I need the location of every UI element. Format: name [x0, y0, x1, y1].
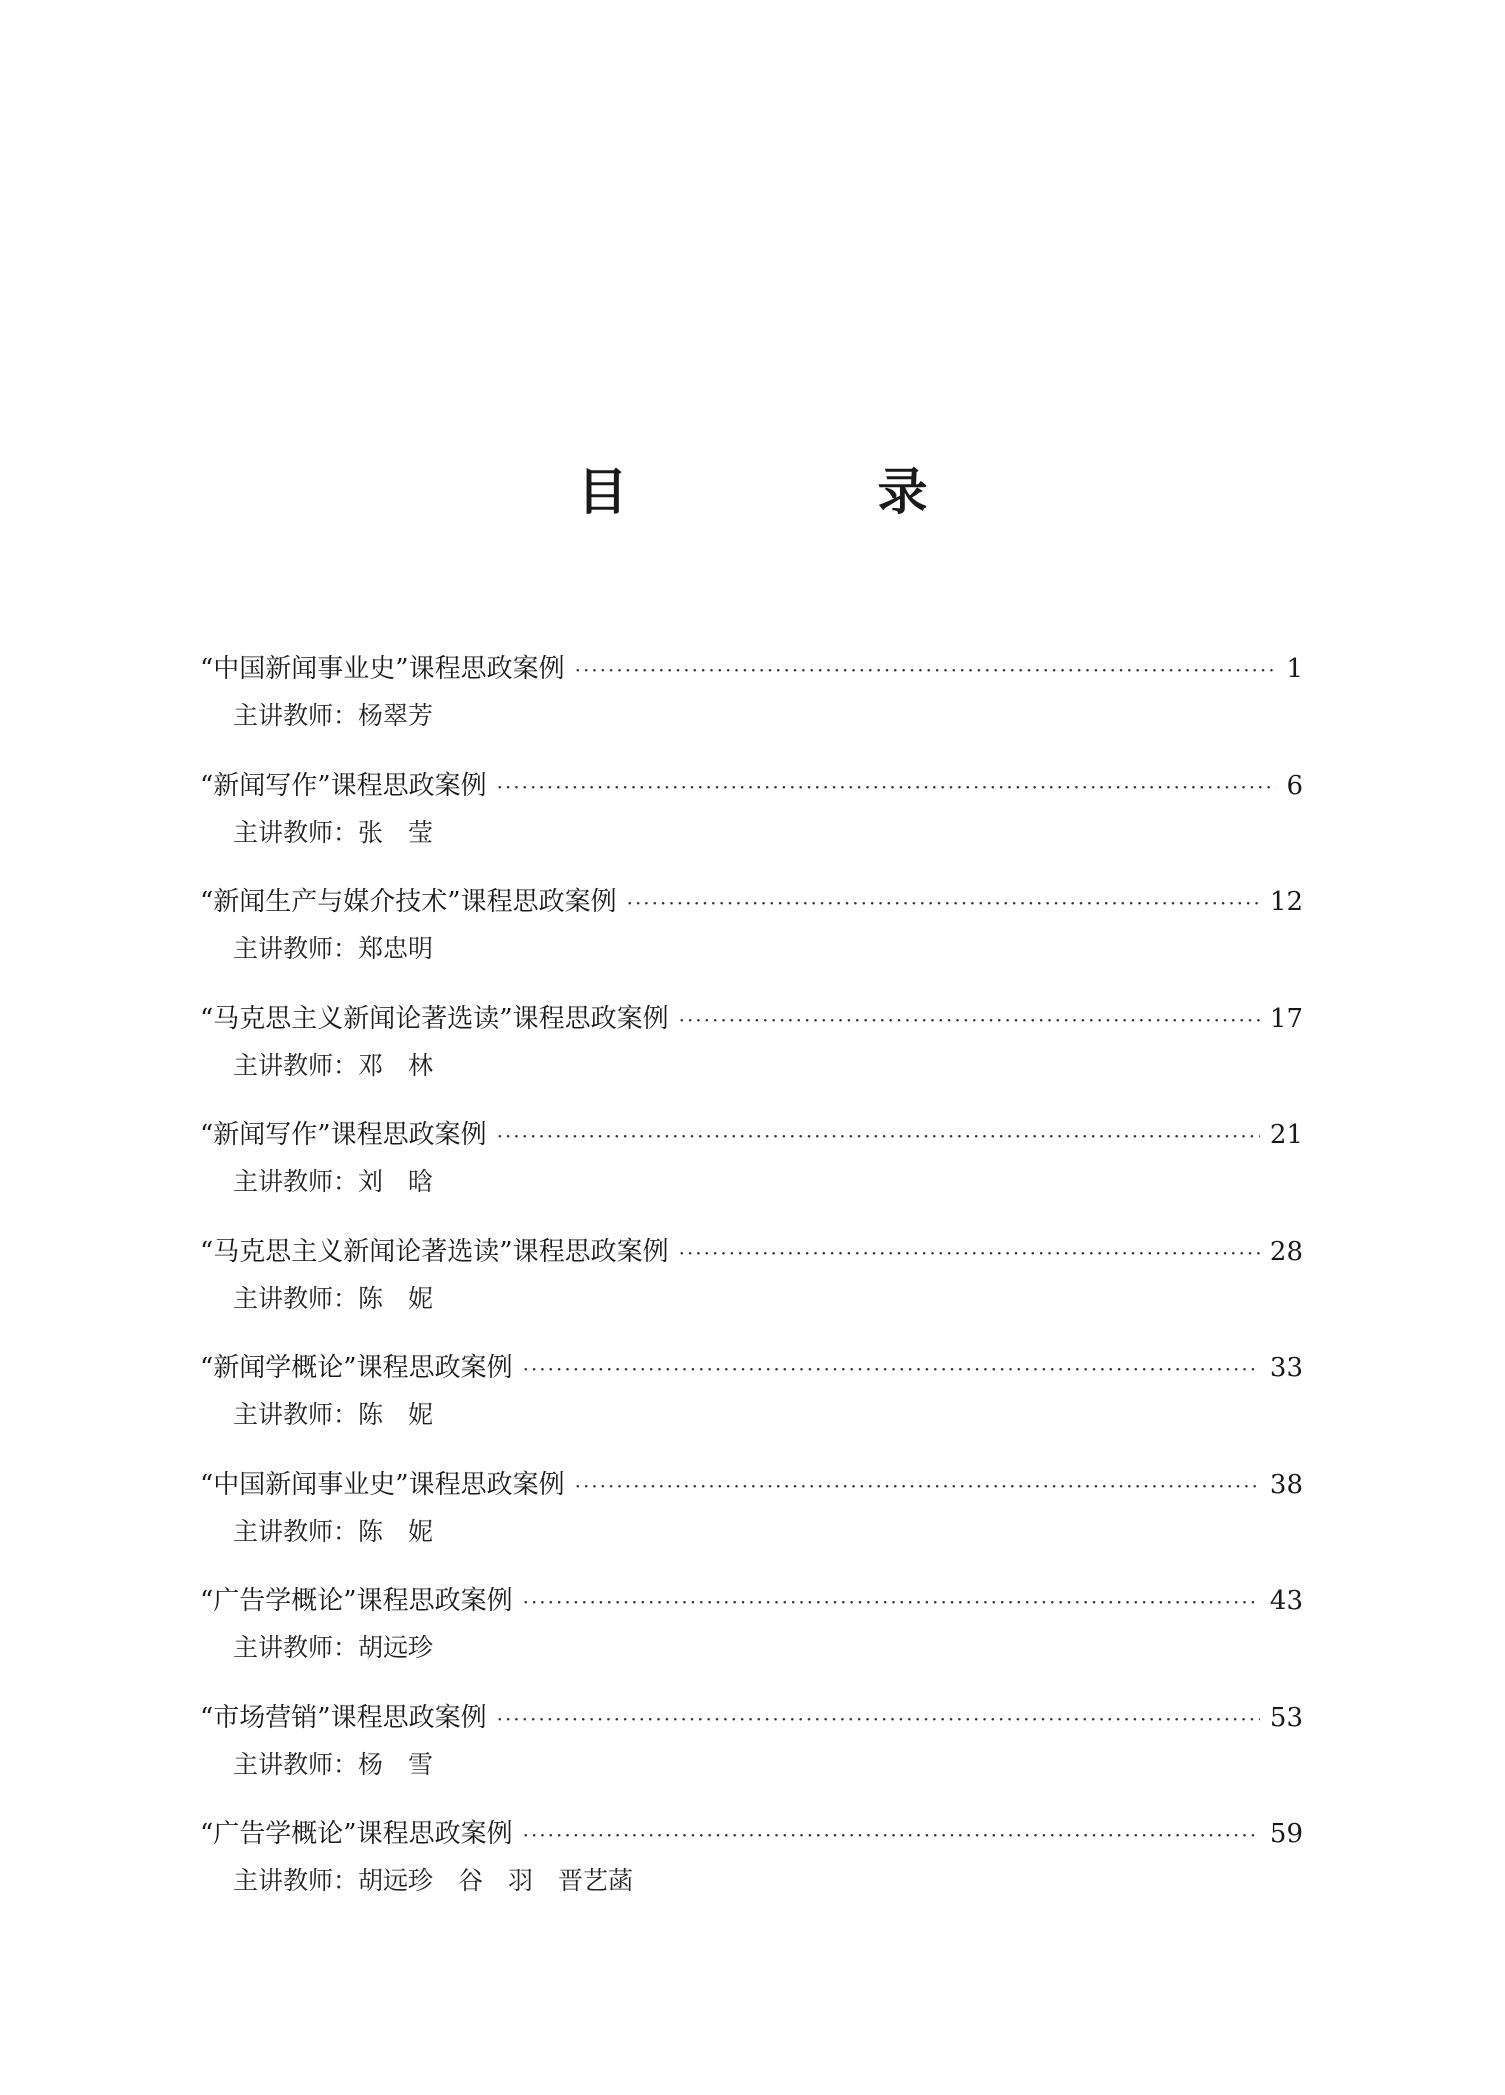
- entry-teacher: 主讲教师：郑忠明: [233, 934, 434, 963]
- entry-line[interactable]: [200, 998, 1303, 1046]
- page-number[interactable]: 33: [1269, 1353, 1303, 1383]
- toc-entry[interactable]: [200, 881, 1303, 998]
- dot-leader: [497, 775, 1277, 799]
- entry-line[interactable]: [200, 881, 1303, 929]
- entry-title[interactable]: “马克思主义新闻论著选读”课程思政案例: [200, 1236, 669, 1267]
- dot-leader: [575, 1474, 1260, 1498]
- entry-title[interactable]: “新闻生产与媒介技术”课程思政案例: [200, 887, 617, 917]
- page-number[interactable]: 21: [1269, 1120, 1303, 1150]
- entry-line[interactable]: [200, 1697, 1303, 1745]
- toc-entry[interactable]: [200, 998, 1303, 1115]
- entry-teacher: 主讲教师：张 莹: [233, 817, 434, 847]
- dot-leader: [523, 1357, 1260, 1381]
- entry-title[interactable]: “中国新闻事业史”课程思政案例: [200, 1469, 565, 1500]
- toc-entry[interactable]: [200, 1813, 1303, 1930]
- page-number[interactable]: 59: [1269, 1819, 1303, 1849]
- entry-title[interactable]: “广告学概论”课程思政案例: [200, 1586, 513, 1616]
- page-number[interactable]: 53: [1269, 1702, 1303, 1733]
- dot-leader: [679, 1241, 1260, 1265]
- entry-teacher: 主讲教师：陈 妮: [233, 1283, 434, 1313]
- toc-entry[interactable]: [200, 1114, 1303, 1231]
- toc-entry[interactable]: [200, 1347, 1303, 1464]
- entry-teacher: 主讲教师：胡远珍 谷 羽 晋艺菡: [233, 1866, 634, 1895]
- table-of-contents: [200, 648, 1303, 1930]
- entry-line[interactable]: [200, 1114, 1303, 1162]
- entry-line[interactable]: [200, 1813, 1303, 1861]
- entry-title[interactable]: “广告学概论”课程思政案例: [200, 1819, 513, 1849]
- entry-teacher: 主讲教师：杨 雪: [233, 1749, 434, 1779]
- entry-line[interactable]: [200, 1464, 1303, 1512]
- entry-line[interactable]: [200, 1347, 1303, 1395]
- entry-teacher: 主讲教师：陈 妮: [233, 1516, 434, 1546]
- entry-line[interactable]: [200, 1580, 1303, 1628]
- page-number[interactable]: 17: [1269, 1003, 1303, 1034]
- entry-title[interactable]: “新闻写作”课程思政案例: [200, 770, 487, 801]
- entry-title[interactable]: “中国新闻事业史”课程思政案例: [200, 654, 565, 684]
- page-number[interactable]: 43: [1269, 1586, 1303, 1616]
- dot-leader: [497, 1707, 1260, 1731]
- entry-teacher: 主讲教师：胡远珍: [233, 1633, 434, 1662]
- dot-leader: [575, 658, 1277, 682]
- entry-title[interactable]: “新闻写作”课程思政案例: [200, 1120, 487, 1150]
- entry-title[interactable]: “马克思主义新闻论著选读”课程思政案例: [200, 1003, 669, 1034]
- page-number[interactable]: 6: [1286, 770, 1303, 801]
- toc-entry[interactable]: [200, 1697, 1303, 1814]
- dot-leader: [679, 1008, 1260, 1032]
- toc-entry[interactable]: [200, 1580, 1303, 1697]
- entry-teacher: 主讲教师：陈 妮: [233, 1400, 434, 1429]
- entry-teacher: 主讲教师：杨翠芳: [233, 701, 434, 730]
- entry-line[interactable]: [200, 1231, 1303, 1279]
- toc-entry[interactable]: [200, 1231, 1303, 1348]
- toc-entry[interactable]: [200, 1464, 1303, 1581]
- dot-leader: [523, 1823, 1260, 1847]
- page-title: 目 录: [577, 462, 1028, 521]
- toc-entry[interactable]: [200, 765, 1303, 882]
- entry-teacher: 主讲教师：刘 晗: [233, 1167, 434, 1196]
- page-number[interactable]: 1: [1286, 654, 1303, 684]
- entry-teacher: 主讲教师：邓 林: [233, 1050, 434, 1080]
- dot-leader: [627, 891, 1260, 915]
- entry-title[interactable]: “市场营销”课程思政案例: [200, 1702, 487, 1733]
- page-number[interactable]: 28: [1269, 1236, 1303, 1267]
- page-number[interactable]: 38: [1269, 1469, 1303, 1500]
- dot-leader: [523, 1590, 1260, 1614]
- dot-leader: [497, 1124, 1260, 1148]
- entry-line[interactable]: [200, 765, 1303, 813]
- entry-title[interactable]: “新闻学概论”课程思政案例: [200, 1353, 513, 1383]
- page-number[interactable]: 12: [1269, 887, 1303, 917]
- entry-line[interactable]: [200, 648, 1303, 696]
- toc-entry[interactable]: [200, 648, 1303, 765]
